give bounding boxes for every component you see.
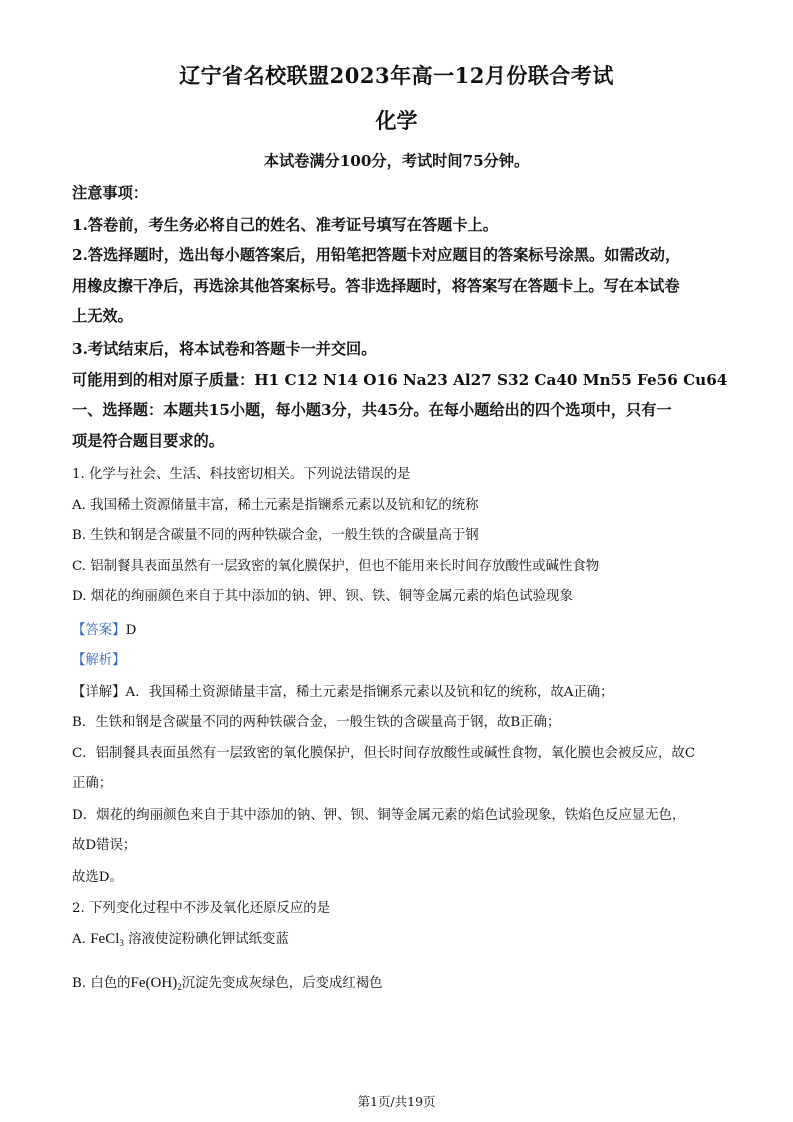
notes-item-2-line-3: 上无效。 [72, 307, 133, 325]
q1-option-c: C. 铝制餐具表面虽然有一层致密的氧化膜保护，但也不能用来长时间存放酸性或碱性食物 [72, 559, 600, 574]
notes-item-3: 3.考试结束后，将本试卷和答题卡一并交回。 [72, 340, 377, 358]
exam-title: 辽宁省名校联盟2023年高一12月份联合考试 [179, 63, 614, 88]
answer-tag: 【答案】 [72, 623, 126, 638]
atomic-masses: 可能用到的相对原子质量：H1 C12 N14 O16 Na23 Al27 S32 Ca40 Mn55 Fe56 Cu64 [72, 371, 728, 389]
notes-item-1: 1.答卷前，考生务必将自己的姓名、准考证号填写在答题卡上。 [72, 216, 498, 234]
q2-option-a: A. FeCl$_3$ 溶液使淀粉碘化钾试纸变蓝 [72, 931, 289, 948]
q1-detail-line-5: D．烟花的绚丽颜色来自于其中添加的钠、钾、钡、铜等金属元素的焰色试验现象，铁焰色反应显无色， [72, 808, 686, 823]
exam-subject: 化学 [375, 108, 418, 133]
q1-option-d: D. 烟花的绚丽颜色来自于其中添加的钠、钾、钡、铁、铜等金属元素的焰色试验现象 [72, 589, 573, 604]
exam-info: 本试卷满分100分，考试时间75分钟。 [263, 152, 530, 170]
q2-option-b: B. 白色的$Fe(OH)_2$沉淀先变成灰绿色，后变成红褐色 [72, 975, 383, 992]
section-heading-line-1: 一、选择题：本题共15小题，每小题3分，共45分。在每小题给出的四个选项中，只有一 [72, 401, 672, 419]
q1-conclusion: 故选D。 [72, 870, 123, 885]
q1-detail-line-2: B．生铁和钢是含碳量不同的两种铁碳合金，一般生铁的含碳量高于钢，故B正确； [72, 715, 561, 730]
q1-stem: 1. 化学与社会、生活、科技密切相关。下列说法错误的是 [72, 467, 411, 482]
q2-stem: 2. 下列变化过程中不涉及氧化还原反应的是 [72, 901, 331, 916]
answer-value: D [125, 623, 137, 638]
analysis-tag: 【解析】 [72, 653, 126, 668]
q1-detail-line-3: C．铝制餐具表面虽然有一层致密的氧化膜保护，但长时间存放酸性或碱性食物，氧化膜也会被反应，故C [72, 746, 696, 761]
q1-answer [72, 619, 136, 638]
fecl3-formula: FeCl$_3$ [90, 931, 124, 948]
notes-item-2-line-1: 2.答选择题时，选出每小题答案后，用铅笔把答题卡对应题目的答案标号涂黑。如需改动， [72, 246, 681, 264]
section-heading-line-2: 项是符合题目要求的。 [72, 432, 224, 450]
q1-option-a: A. 我国稀土资源储量丰富，稀土元素是指镧系元素以及钪和钇的统称 [72, 498, 479, 513]
notes-item-2-line-2: 用橡皮擦干净后，再选涂其他答案标号。答非选择题时，将答案写在答题卡上。写在本试卷 [72, 277, 680, 295]
fe-oh-2-formula: $Fe(OH)_2$ [130, 975, 182, 992]
q1-option-b: B. 生铁和钢是含碳量不同的两种铁碳合金，一般生铁的含碳量高于钢 [72, 528, 479, 543]
q1-detail-line-1: 【详解】A．我国稀土资源储量丰富，稀土元素是指镧系元素以及钪和钇的统称，故A正确； [72, 685, 614, 700]
q1-detail-line-6: 故D错误； [72, 838, 137, 853]
page-number: 第1页/共19页 [357, 1094, 436, 1109]
q1-detail-line-4: 正确； [72, 776, 113, 791]
notes-heading: 注意事项： [72, 184, 148, 202]
